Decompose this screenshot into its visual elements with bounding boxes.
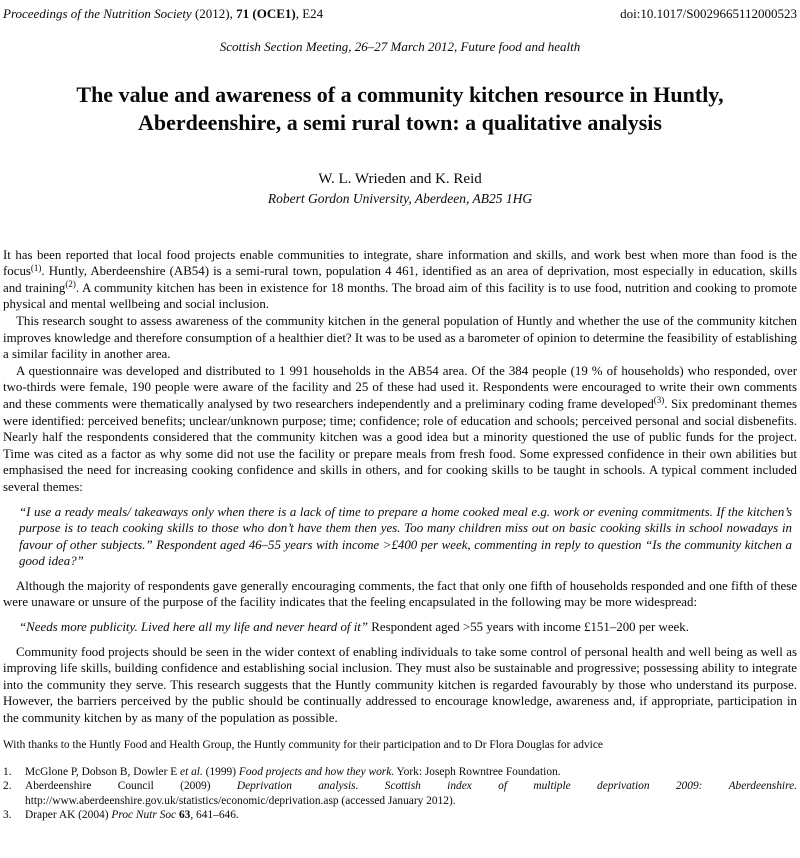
respondent-quote-1: “I use a ready meals/ takeaways only when there is a lack of time to prepare a home cooked meal e.g. work or evening commitments. If the kitchen’s purpose is to teach cooking skills to those who don’t have them then yes. Too many children miss out on basic cooking skills in school nowadays in favour of other subjects.” Respondent aged 46–55 years with income >£400 per week, commenting in reply to question “Is the community kitchen a good idea?” xyxy=(19,504,792,569)
reference-3-journal: Proc Nutr Soc xyxy=(111,809,179,822)
reference-2-number: 2. xyxy=(3,780,12,793)
paper-title: The value and awareness of a community kitchen resource in Huntly, Aberdeenshire, a semi rural town: a qualitative analysis xyxy=(76,81,724,135)
reference-2-url: http://www.aberdeenshire.gov.uk/statistics/economic/deprivation.asp (accessed January 2012). xyxy=(25,794,456,807)
ref-mark-2: (2) xyxy=(65,279,76,290)
doi: doi:10.1017/S0029665112000523 xyxy=(620,6,797,21)
acknowledgement: With thanks to the Huntly Food and Health Group, the Huntly community for their participation and to Dr Flora Douglas for advice xyxy=(3,738,603,751)
paragraph-1 xyxy=(3,247,797,313)
reference-3-number: 3. xyxy=(3,809,12,822)
paragraph-4: Although the majority of respondents gave generally encouraging comments, the fact that only one fifth of households responded and one fifth of these were unaware or unsure of the purpose of the facility indicates that the feeling encapsulated in the following may be more widespread: xyxy=(3,578,797,610)
ref-mark-1: (1) xyxy=(30,262,42,273)
quote-2-roman-text: Respondent aged >55 years with income £151–200 per week. xyxy=(368,620,689,635)
reference-2 xyxy=(3,779,797,808)
respondent-quote-2 xyxy=(19,619,792,636)
reference-1-number: 1. xyxy=(3,765,12,778)
reference-3-volume: 63 xyxy=(178,809,191,822)
reference-list xyxy=(3,765,797,823)
paragraph-1-text: . A community kitchen has been in existence for 18 months. The broad aim of this facility is to use food, nutrition and cooking to promote physical and mental wellbeing and social inclusion. xyxy=(3,280,798,312)
reference-3 xyxy=(3,808,797,823)
paragraph-3-text: A questionnaire was developed and distributed to 1 991 households in the AB54 area. Of the 384 people (19 % of households) who responded, over two-thirds were female, 190 people were aware of the facility and 25 of these had used it. Respondents were encouraged to write their own comments and these comments were thematically analysed by two researchers independently and a preliminary coding frame developed xyxy=(3,363,797,411)
paragraph-1-text: . Huntly, Aberdeenshire (AB54) is a semi-rural town, population 4 461, identified as an area of deprivation, most especially in education, skills and training xyxy=(3,264,797,295)
ref-mark-3: (3) xyxy=(653,395,665,406)
abstract-body xyxy=(3,247,797,727)
meeting-line: Scottish Section Meeting, 26–27 March 2012, Future food and health xyxy=(219,38,581,54)
quote-2-italic-text: “Needs more publicity. Lived here all my life and never heard of it” xyxy=(19,620,369,635)
citation-year: (2012), xyxy=(191,6,237,21)
citation-line xyxy=(3,6,323,22)
citation-volume: 71 (OCE1) xyxy=(236,6,296,21)
authors: W. L. Wrieden and K. Reid xyxy=(318,170,482,187)
reference-2-authors: Aberdeenshire Council (2009) xyxy=(25,780,237,793)
reference-1-authors: McGlone P, Dobson B, Dowler E xyxy=(25,765,181,778)
reference-1-year: (1999) xyxy=(202,765,239,778)
reference-1-publisher: . York: Joseph Rowntree Foundation. xyxy=(391,765,561,778)
citation-page: , E24 xyxy=(295,6,324,21)
paragraph-3 xyxy=(3,363,797,496)
reference-1-etal: et al. xyxy=(180,765,203,778)
paragraph-1-text: It has been reported that local food projects enable communities to integrate, share information and skills, and work best when more than food is the focus xyxy=(3,247,797,279)
masthead xyxy=(3,6,797,22)
reference-1 xyxy=(3,765,797,780)
paragraph-5: Community food projects should be seen in the wider context of enabling individuals to take some control of personal health and well being as well as improving life skills, building confidence and establishing social inclusion. They must also be sustainable and progressive; possessing ability to integrate into the community they serve. This research suggests that the Huntly community kitchen is regarded favourably by those who understand its purpose. However, the barriers perceived by the public should be continually addressed to encourage knowledge, awareness and, if appropriate, participation in the community kitchen by as many of the population as possible. xyxy=(3,644,797,726)
reference-2-title: Deprivation analysis. Scottish index of multiple deprivation 2009: Aberdeenshire. xyxy=(236,780,797,793)
reference-3-pages: , 641–646. xyxy=(190,809,239,822)
paragraph-3-text: . Six predominant themes were identified: perceived benefits; unclear/unknown purpose; time; confidence; role of education and schools; perceived personal and social disbenefits. Nearly half the respondents considered that the community kitchen was a good idea but a minority questioned the use of public funds for the project. Time was cited as a factor as why some did not use the facility or prepare meals from fresh food. Some expressed confidence in their own abilities but emphasised the need for increasing cooking confidence and skills in others, and for cooking skills to be taught in schools. A typical comment included several themes: xyxy=(3,396,797,494)
journal-name: Proceedings of the Nutrition Society xyxy=(3,6,192,21)
reference-3-authors: Draper AK (2004) xyxy=(25,809,112,822)
reference-1-title: Food projects and how they work xyxy=(238,765,392,778)
paragraph-2: This research sought to assess awareness of the community kitchen in the general population of Huntly and whether the use of the community kitchen improves knowledge and therefore consumption of a healthier diet? It was to be used as a barometer of opinion to determine the feasibility of establishing a similar facility in another area. xyxy=(3,313,797,362)
affiliation: Robert Gordon University, Aberdeen, AB25 1HG xyxy=(267,190,533,206)
